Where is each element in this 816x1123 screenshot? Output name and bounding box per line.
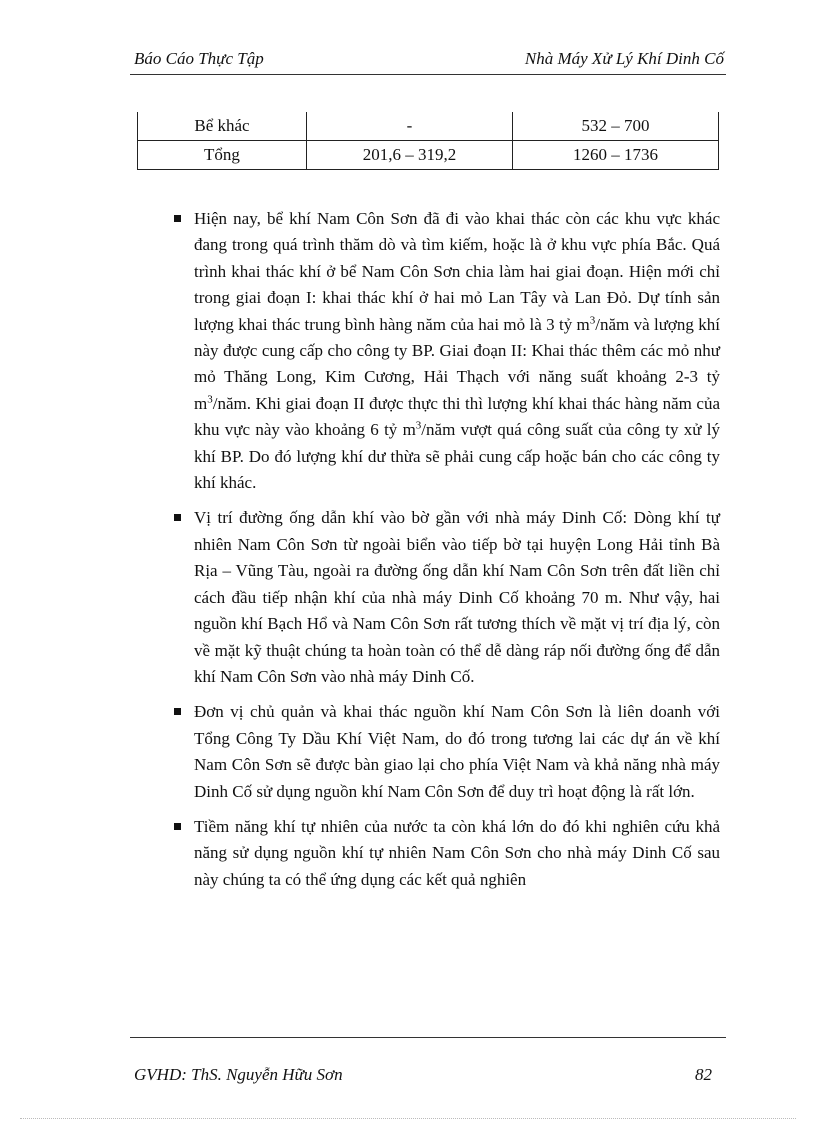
header-plant-title: Nhà Máy Xử Lý Khí Dinh Cố (524, 49, 724, 68)
superscript: 3 (207, 393, 213, 406)
table-cell: 532 – 700 (513, 112, 719, 141)
paragraph-text: /năm. Khi giai đoạn II được thực thi thì lượng khí khai thác hàng năm của khu vực này vào khoảng 6 tỷ m (194, 393, 720, 440)
header-report-title: Báo Cáo Thực Tập (134, 49, 264, 68)
page-number: 82 (695, 1065, 712, 1084)
superscript: 3 (589, 313, 596, 326)
paragraph-text: /năm vượt quá công suất của công ty xử lý khí BP. Do đó lượng khí dư thừa sẽ phải cung cấp hoặc bán cho các công ty khí khác. (194, 420, 720, 493)
bullet-item-production (172, 206, 720, 496)
paragraph-text: Hiện nay, bể khí Nam Côn Sơn đã đi vào khai thác còn các khu vực khác đang trong quá trình thăm dò và tìm kiếm, hoặc là ở khu vực phía Bắc. Quá trình khai thác khí ở bể Nam Côn Sơn chia làm hai giai đoạn. Hiện mới chỉ trong giai đoạn I: khai thác khí ở hai mỏ Lan Tây và Lan Đỏ. Dự tính sản lượng khai thác trung bình hàng năm của hai mỏ là 3 tỷ m (194, 209, 720, 334)
bullet-list (172, 206, 720, 902)
table-cell: Bể khác (138, 112, 307, 141)
paragraph-text: Vị trí đường ống dẫn khí vào bờ gần với nhà máy Dinh Cố: Dòng khí tự nhiên Nam Côn Sơn từ ngoài biển vào tiếp bờ tại huyện Long Hải tỉnh Bà Rịa – Vũng Tàu, ngoài ra đường ống dẫn khí Nam Côn Sơn trên đất liền chỉ cách đầu tiếp nhận khí của nhà máy Dinh Cố khoảng 70 m. Như vậy, hai nguồn khí Bạch Hổ và Nam Côn Sơn rất tương thích về mặt vị trí địa lý, còn về mặt kỹ thuật chúng ta hoàn toàn có thể dễ dàng ráp nối đường ống để dẫn khí Nam Côn Sơn vào nhà máy Dinh Cố. (194, 508, 720, 686)
square-bullet-icon (174, 708, 181, 715)
table-cell: 201,6 – 319,2 (307, 141, 513, 170)
page-footer (130, 1037, 726, 1084)
table-row (138, 141, 719, 170)
paragraph-text: Tiềm năng khí tự nhiên của nước ta còn khá lớn do đó khi nghiên cứu khả năng sử dụng nguồn khí tự nhiên Nam Côn Sơn cho nhà máy Dinh Cố sau này chúng ta có thể ứng dụng các kết quả nghiên (194, 816, 720, 889)
bullet-item-pipeline (172, 505, 720, 690)
paragraph-text: /năm và lượng khí này được cung cấp cho công ty BP. Giai đoạn II: Khai thác thêm các mỏ như mỏ Thăng Long, Kim Cương, Hải Thạch với năng suất khoảng 2-3 tỷ m (194, 314, 720, 413)
superscript: 3 (415, 419, 422, 432)
table-cell: Tổng (138, 141, 307, 170)
footer-advisor: GVHD: ThS. Nguyễn Hữu Sơn (134, 1065, 343, 1084)
paragraph-text: Đơn vị chủ quản và khai thác nguồn khí Nam Côn Sơn là liên doanh với Tổng Công Ty Dầu Khí Việt Nam, do đó trong tương lai các dự án về khí Nam Côn Sơn sẽ được bàn giao lại cho phía Việt Nam và khả năng nhà máy Dinh Cố sử dụng nguồn khí Nam Côn Sơn để duy trì hoạt động là rất lớn. (194, 702, 720, 801)
table-cell: 1260 – 1736 (513, 141, 719, 170)
page-header (130, 48, 726, 75)
table-row (138, 112, 719, 141)
square-bullet-icon (174, 215, 181, 222)
square-bullet-icon (174, 823, 181, 830)
square-bullet-icon (174, 514, 181, 521)
page-edge-divider (20, 1118, 796, 1119)
bullet-item-potential (172, 814, 720, 893)
bullet-item-ownership (172, 699, 720, 805)
reserves-table (137, 112, 719, 170)
table-cell: - (307, 112, 513, 141)
